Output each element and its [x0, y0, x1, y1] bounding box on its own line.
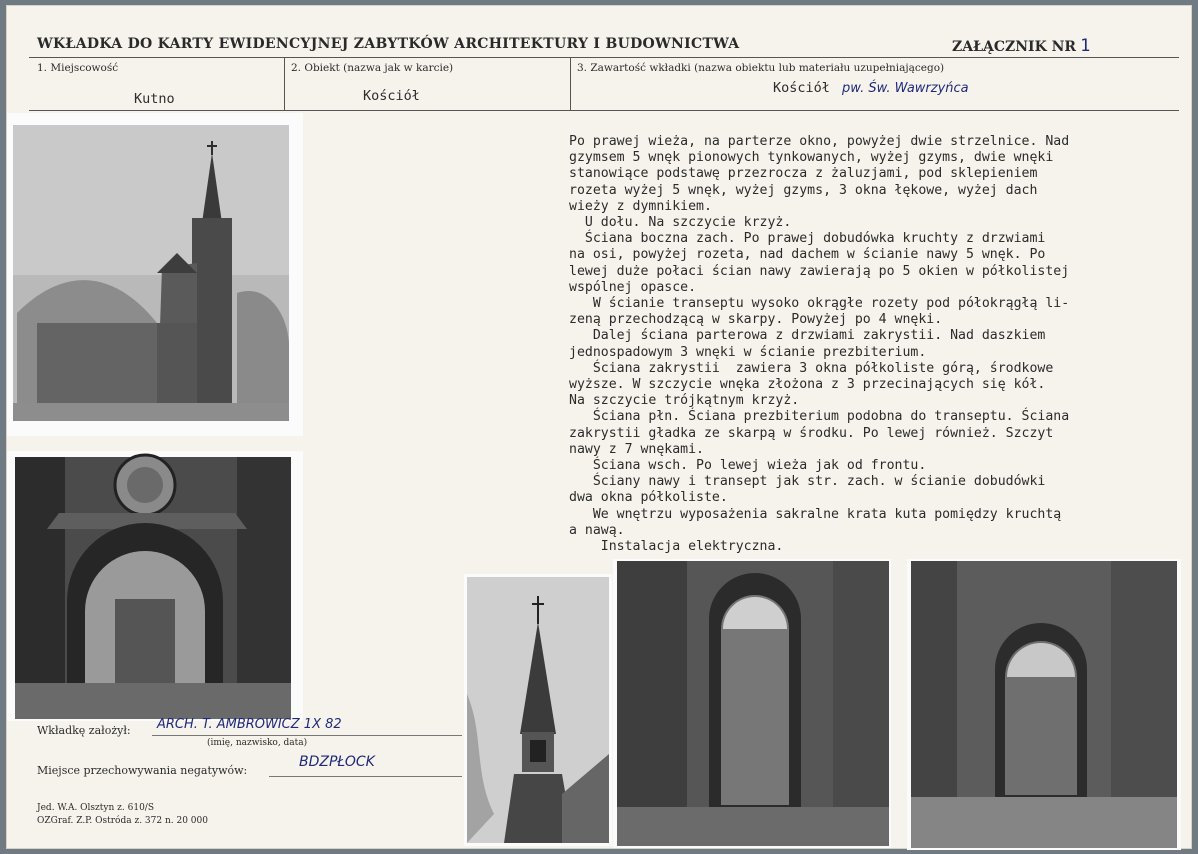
description-line: wyższe. W szczycie wnęka złożona z 3 przecinających się kół.: [569, 377, 1046, 393]
photo-church-porch: [7, 451, 303, 721]
description-line: lewej duże połaci ścian nawy zawierają po 5 okien w półkolistej: [569, 263, 1070, 279]
annex-label-text: ZAŁĄCZNIK NR: [952, 39, 1077, 55]
description-line: W ścianie transeptu wysoko okrągłe rozety pod półokrągłą li-: [569, 296, 1070, 312]
field-divider-1: [284, 57, 285, 110]
description-line: wspólnej opasce.: [569, 279, 697, 295]
header-rule-bottom: [29, 110, 1179, 111]
description-line: Ściana wsch. Po lewej wieża jak od frontu.: [569, 458, 927, 474]
description-line: nawy z 7 wnękami.: [569, 441, 704, 457]
author-label: Wkładkę założył:: [37, 724, 131, 737]
locality-value: Kutno: [134, 91, 175, 107]
content-value-typed: Kościół: [773, 80, 830, 96]
description-line: Ściany nawy i transept jak str. zach. w ścianie dobudówki: [569, 474, 1046, 490]
negatives-underline: [269, 776, 462, 777]
description-text: [569, 134, 1198, 555]
negatives-value: BDZPŁOCK: [299, 754, 375, 770]
description-line: jednospadowym 3 wnęki w ścianie prezbiterium.: [569, 344, 927, 360]
church-porch-image: [7, 451, 303, 721]
negatives-label: Miejsce przechowywania negatywów:: [37, 764, 248, 777]
author-underline: [152, 735, 462, 736]
description-line: Instalacja elektryczna.: [569, 539, 784, 555]
author-hint: (imię, nazwisko, data): [207, 738, 308, 748]
description-line: Ściana boczna zach. Po prawej dobudówka kruchty z drzwiami: [569, 231, 1046, 247]
door-arched-image: [613, 559, 891, 848]
description-line: a nawą.: [569, 522, 625, 538]
description-line: dwa okna półkoliste.: [569, 490, 728, 506]
description-line: stanowiące podstawę przezrocza z żaluzjami, pod sklepieniem: [569, 166, 1038, 182]
tower-spire-image: [464, 574, 612, 846]
content-value-handwritten: pw. Św. Wawrzyńca: [842, 81, 969, 96]
description-line: Dalej ściana parterowa z drzwiami zakrystii. Nad daszkiem: [569, 328, 1046, 344]
sacristy-door-image: [907, 559, 1181, 850]
description-line: Ściana zakrystii zawiera 3 okna półkoliste górą, środkowe: [569, 360, 1054, 376]
description-line: Ściana płn. Ściana prezbiterium podobna do transeptu. Ściana: [569, 409, 1070, 425]
photo-church-exterior: [7, 113, 303, 436]
description-line: na osi, powyżej rozeta, nad dachem w ścianie nawy 5 wnęk. Po: [569, 247, 1046, 263]
author-value: ARCH. T. AMBROWICZ 1X 82: [157, 717, 342, 732]
content-value: [773, 80, 969, 96]
description-line: zeną przechodzącą w skarpy. Powyżej po 4 wnęki.: [569, 312, 943, 328]
print-info-line-1: Jed. W.A. Olsztyn z. 610/S: [37, 803, 154, 813]
annex-number: 1: [1080, 36, 1091, 56]
description-line: Na szczycie trójkątnym krzyż.: [569, 393, 800, 409]
description-line: gzymsem 5 wnęk pionowych tynkowanych, wyżej gzyms, dwie wnęki: [569, 150, 1054, 166]
content-label: 3. Zawartość wkładki (nazwa obiektu lub materiału uzupełniającego): [577, 62, 945, 74]
field-divider-2: [570, 57, 571, 110]
description-line: rozeta wyżej 5 wnęk, wyżej gzyms, 3 okna łękowe, wyżej dach: [569, 182, 1038, 198]
description-line: We wnętrzu wyposażenia sakralne krata kuta pomiędzy kruchtą: [569, 506, 1062, 522]
description-line: zakrystii gładka ze skarpą w środku. Po lewej również. Szczyt: [569, 425, 1054, 441]
object-value: Kościół: [363, 88, 420, 104]
annex-label: [952, 36, 1090, 56]
church-exterior-image: [7, 113, 303, 436]
photo-door-arched: [613, 559, 891, 848]
photo-tower-spire: [464, 574, 612, 846]
form-title: WKŁADKA DO KARTY EWIDENCYJNEJ ZABYTKÓW ARCHITEKTURY I BUDOWNICTWA: [37, 36, 740, 52]
print-info-line-2: OZGraf. Z.P. Ostróda z. 372 n. 20 000: [37, 816, 208, 826]
record-card: [6, 5, 1192, 849]
header-rule-top: [29, 57, 1179, 58]
description-line: U dołu. Na szczycie krzyż.: [569, 215, 792, 231]
description-line: wieży z dymnikiem.: [569, 198, 712, 214]
photo-sacristy-door: [907, 559, 1181, 850]
locality-label: 1. Miejscowość: [37, 62, 119, 74]
description-line: Po prawej wieża, na parterze okno, powyżej dwie strzelnice. Nad: [569, 134, 1070, 149]
object-label: 2. Obiekt (nazwa jak w karcie): [291, 62, 454, 74]
